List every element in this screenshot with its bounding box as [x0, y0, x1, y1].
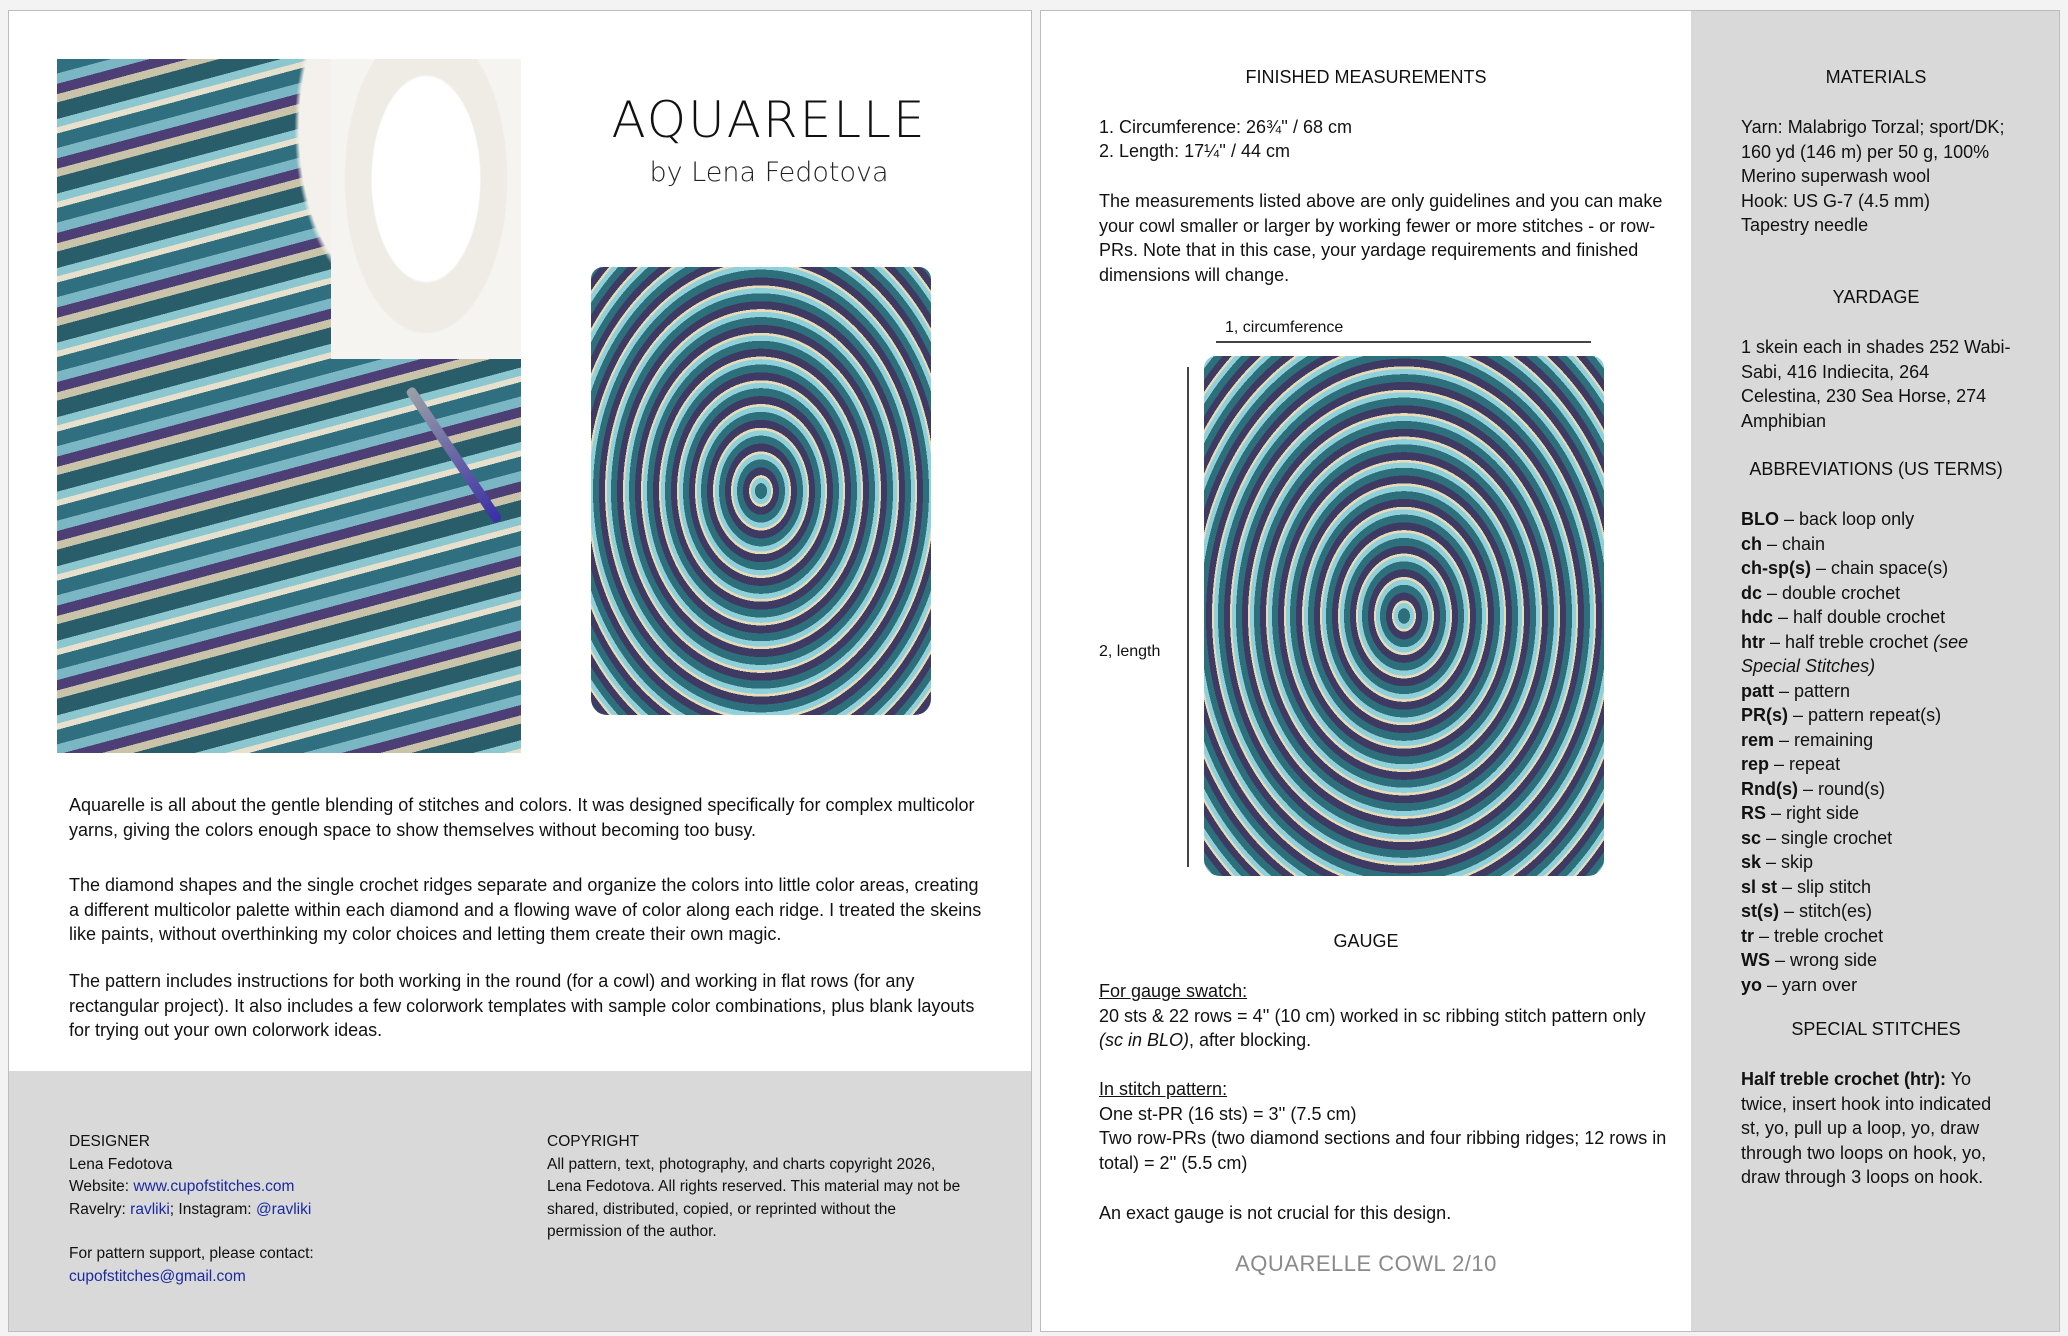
abbreviation-item [1741, 899, 2011, 924]
abbreviation-definition: – slip stitch [1777, 876, 1872, 897]
intro-paragraph-3: The pattern includes instructions for both working in the round (for a cowl) and working in flat rows (for any rectangular project). It also includes a few colorwork templates with sample color combinations, plus blank layouts for trying out your own colorwork ideas. [69, 971, 975, 1040]
circumference-label: 1, circumference [1225, 319, 1344, 336]
special-stitch-text: Yo twice, insert hook into indicated st, yo, pull up a loop, yo, draw through two loops on hook, yo, draw through 3 loops on hook. [1741, 1069, 1992, 1187]
abbreviation-term: WS [1741, 950, 1770, 970]
pattern-byline: by Lena Fedotova [649, 157, 889, 188]
abbreviation-item [1741, 752, 2011, 777]
designer-block [69, 1131, 449, 1288]
website-link[interactable]: www.cupofstitches.com [133, 1178, 295, 1195]
shawl-photo [57, 59, 521, 753]
stitch-pattern-line-2: Two row-PRs (two diamond sections and four ribbing ridges; 12 rows in total) = 2'' (5.5 cm) [1099, 1128, 1667, 1173]
cowl-photo [591, 267, 931, 715]
abbreviation-item [1741, 850, 2011, 875]
abbreviation-term: RS [1741, 803, 1767, 823]
abbreviations-list [1741, 507, 2011, 997]
abbreviation-item [1741, 679, 2011, 704]
abbreviation-definition: – back loop only [1779, 509, 1915, 529]
designer-name: Lena Fedotova [69, 1155, 173, 1173]
abbreviation-note: (see Special Stitches) [1741, 631, 1969, 676]
designer-heading: DESIGNER [69, 1133, 150, 1150]
abbreviation-item [1741, 924, 2011, 949]
copyright-heading: COPYRIGHT [547, 1133, 640, 1150]
abbreviation-definition: – yarn over [1762, 974, 1858, 995]
abbreviation-definition: – pattern repeat(s) [1788, 705, 1942, 725]
abbreviation-item [1741, 532, 2011, 557]
measurement-circumference: 1. Circumference: 26¾'' / 68 cm [1099, 117, 1352, 137]
abbreviation-term: hdc [1741, 607, 1774, 627]
website-line [69, 1176, 449, 1199]
stitch-pattern-label: In stitch pattern: [1099, 1079, 1228, 1099]
abbreviation-term: sc [1741, 827, 1762, 848]
abbreviation-term: ch [1741, 533, 1763, 554]
yardage-heading: YARDAGE [1832, 287, 1920, 307]
abbreviation-definition: – double crochet [1762, 582, 1901, 603]
abbreviation-item [1741, 507, 2011, 532]
abbreviation-term: PR(s) [1741, 705, 1789, 725]
gauge-swatch-label: For gauge swatch: [1099, 981, 1248, 1001]
abbreviation-definition: – half treble crochet [1765, 631, 1934, 652]
stitch-pattern-line-1: One st-PR (16 sts) = 3'' (7.5 cm) [1099, 1103, 1357, 1124]
abbreviation-item [1741, 826, 2011, 851]
abbreviation-term: rep [1741, 754, 1770, 774]
intro-paragraph-1: Aquarelle is all about the gentle blending of stitches and colors. It was designed specifically for complex multicolor yarns, giving the colors enough space to show themselves without becoming too busy. [69, 795, 975, 840]
page-number: AQUARELLE COWL 2/10 [1235, 1251, 1497, 1276]
materials-block [1741, 115, 2011, 238]
instagram-label: ; Instagram: [169, 1200, 256, 1218]
measurements-note: The measurements listed above are only guidelines and you can make your cowl smaller or larger by working fewer or more stitches - or row-PRs. Note that in this case, your yardage requirements and finished dimensions will change. [1099, 191, 1663, 285]
abbreviation-term: Rnd(s) [1741, 778, 1798, 799]
website-label: Website: [69, 1178, 134, 1195]
abbreviation-definition: – remaining [1774, 729, 1874, 750]
abbreviation-term: sl st [1741, 876, 1778, 897]
ravelry-link[interactable]: ravliki [130, 1200, 170, 1218]
special-stitches-heading: SPECIAL STITCHES [1791, 1019, 1961, 1039]
length-line [1187, 367, 1189, 867]
abbreviation-term: yo [1741, 974, 1763, 995]
footer-panel [9, 1071, 1032, 1332]
abbreviation-term: rem [1741, 729, 1775, 750]
abbreviation-item [1741, 801, 2011, 826]
abbreviation-term: ch-sp(s) [1741, 558, 1812, 578]
abbreviation-definition: – treble crochet [1754, 925, 1884, 946]
abbreviation-definition: – half double crochet [1773, 607, 1946, 627]
right-page [1040, 10, 2060, 1332]
gauge-swatch-text [1099, 1004, 1669, 1053]
abbreviation-term: BLO [1741, 509, 1779, 529]
abbreviation-term: htr [1741, 631, 1765, 652]
length-label: 2, length [1099, 643, 1161, 660]
gauge-swatch-end: , after blocking. [1189, 1030, 1312, 1050]
support-label: For pattern support, please contact: [69, 1245, 314, 1262]
abbreviation-definition: – round(s) [1798, 778, 1886, 799]
abbreviation-definition: – chain [1762, 533, 1826, 554]
circumference-line [1216, 341, 1591, 343]
abbreviation-definition: – pattern [1774, 680, 1851, 701]
sidebar-panel [1691, 11, 2060, 1332]
materials-yarn: Yarn: Malabrigo Torzal; sport/DK; 160 yd (146 m) per 50 g, 100% Merino superwash wool [1741, 117, 2005, 186]
copyright-text: All pattern, text, photography, and charts copyright 2026, Lena Fedotova. All rights reserved. This material may not be shared, distributed, copied, or reprinted without the permission of the author. [547, 1155, 961, 1240]
gauge-swatch-main: 20 sts & 22 rows = 4'' (10 cm) worked in sc ribbing stitch pattern only [1099, 1005, 1646, 1026]
abbreviation-item [1741, 728, 2011, 753]
special-stitch-htr [1741, 1067, 2011, 1190]
abbreviation-item [1741, 703, 2011, 728]
abbreviation-definition: – repeat [1769, 754, 1841, 774]
support-email-link[interactable]: cupofstitches@gmail.com [69, 1267, 246, 1285]
stitch-pattern-block [1099, 1077, 1669, 1175]
abbreviation-definition: – chain space(s) [1811, 558, 1949, 578]
gauge-swatch-italic: (sc in BLO) [1099, 1030, 1190, 1050]
ravelry-label: Ravelry: [69, 1200, 131, 1218]
yardage-text: 1 skein each in shades 252 Wabi-Sabi, 416 Indiecita, 264 Celestina, 230 Sea Horse, 274 Amphibian [1741, 337, 2011, 431]
abbreviation-term: tr [1741, 925, 1754, 946]
instagram-link[interactable]: @ravliki [255, 1200, 312, 1218]
abbreviation-term: st(s) [1741, 901, 1780, 921]
abbreviation-item [1741, 581, 2011, 606]
abbreviation-item [1741, 875, 2011, 900]
social-line [69, 1199, 449, 1222]
abbreviation-item [1741, 973, 2011, 998]
measurement-length: 2. Length: 17¼'' / 44 cm [1099, 141, 1290, 161]
special-stitch-term: Half treble crochet (htr): [1741, 1069, 1947, 1089]
gauge-note: An exact gauge is not crucial for this design. [1099, 1203, 1452, 1223]
intro-paragraph-2: The diamond shapes and the single crochet ridges separate and organize the colors into little color areas, creating a different multicolor palette within each diamond and a flowing wave of color along each ridge. I treated the skeins like paints, without overthinking my color choices and letting them create their own magic. [69, 875, 982, 944]
cowl-diagram-photo [1204, 356, 1604, 876]
abbreviation-definition: – wrong side [1770, 950, 1878, 970]
left-page [8, 10, 1032, 1332]
abbreviation-definition: – right side [1766, 803, 1860, 823]
abbreviation-definition: – skip [1761, 852, 1814, 872]
pattern-title: AQUARELLE [611, 91, 927, 149]
materials-hook: Hook: US G-7 (4.5 mm) [1741, 190, 1931, 211]
materials-heading: MATERIALS [1825, 67, 1927, 87]
copyright-block [547, 1131, 967, 1244]
abbreviation-term: sk [1741, 852, 1762, 872]
abbreviation-definition: – stitch(es) [1779, 901, 1873, 921]
abbreviation-item [1741, 777, 2011, 802]
gauge-swatch-block [1099, 979, 1669, 1053]
abbreviation-definition: – single crochet [1761, 827, 1893, 848]
abbreviation-item [1741, 605, 2011, 630]
gauge-heading: GAUGE [1333, 931, 1399, 951]
finished-measurements-heading: FINISHED MEASUREMENTS [1245, 67, 1487, 87]
abbreviation-item [1741, 948, 2011, 973]
crochet-hook-image [405, 386, 503, 524]
abbreviation-item [1741, 556, 2011, 581]
abbreviation-term: patt [1741, 680, 1774, 701]
materials-needle: Tapestry needle [1741, 215, 1869, 235]
abbreviations-heading: ABBREVIATIONS (US TERMS) [1749, 459, 2003, 479]
abbreviation-term: dc [1741, 582, 1763, 603]
abbreviation-item [1741, 630, 2011, 679]
